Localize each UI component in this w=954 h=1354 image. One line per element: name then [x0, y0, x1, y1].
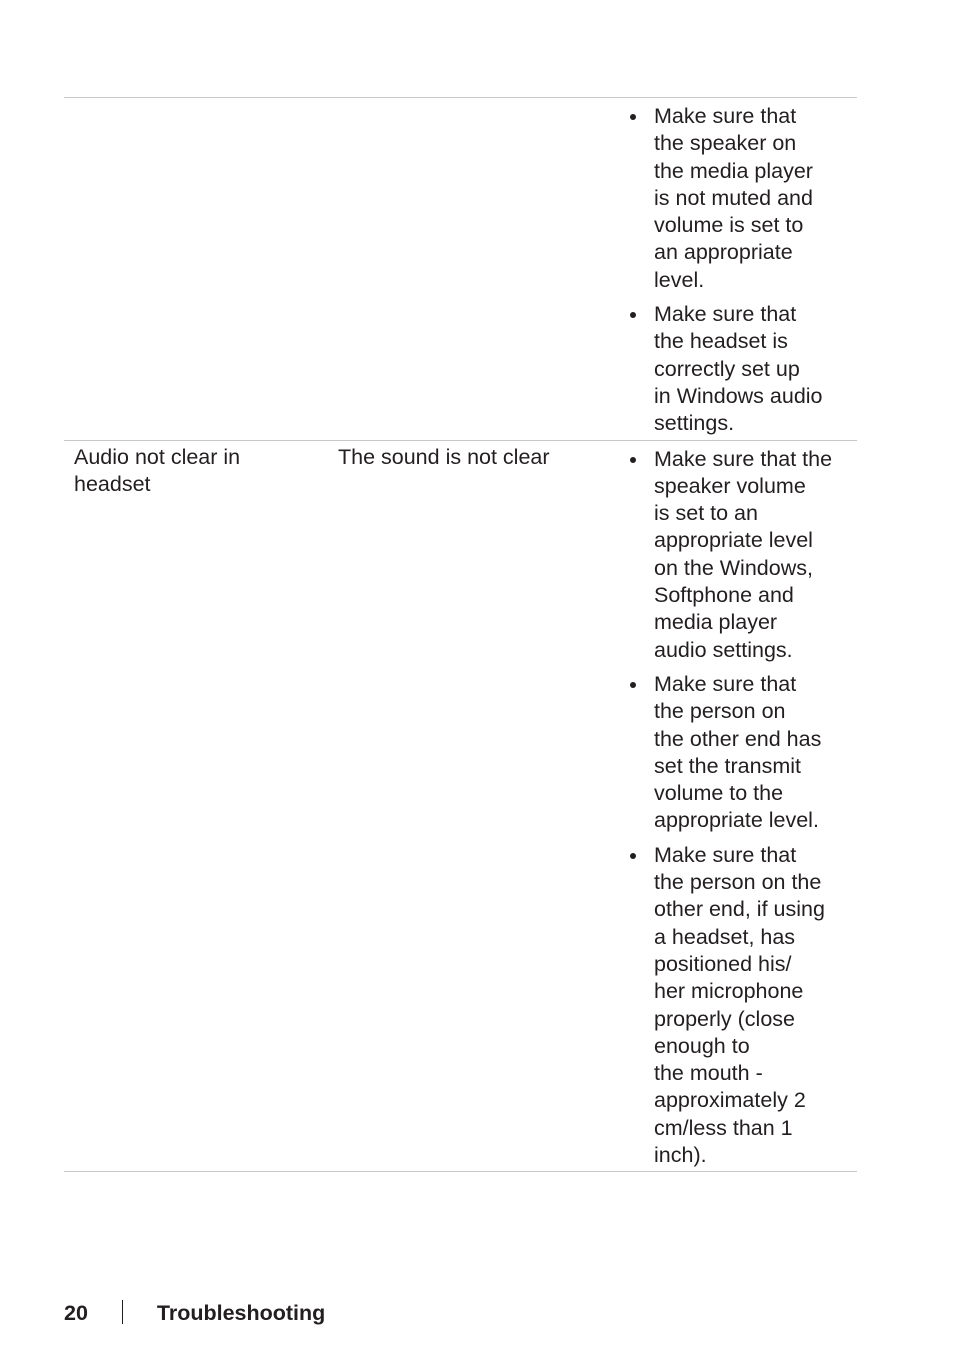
- footer-divider: [122, 1300, 123, 1324]
- problem-cell: [74, 98, 314, 101]
- solution-line: Make sure that: [654, 104, 797, 128]
- solutions-list: [626, 103, 857, 438]
- solution-line: Make sure that: [654, 302, 797, 327]
- solutions-list: [626, 446, 857, 1170]
- solution-line: inch).: [654, 1142, 707, 1167]
- solution-line: on the Windows,: [654, 555, 813, 580]
- solution-line: is not muted and: [654, 185, 813, 210]
- possible-causes-cell: [338, 441, 608, 471]
- solution-line: is set to an: [654, 501, 758, 526]
- list-item: [626, 671, 857, 835]
- table-row: [64, 440, 857, 1173]
- solution-line: appropriate level.: [654, 808, 819, 833]
- solution-line: her microphone: [654, 979, 804, 1004]
- section-title: Troubleshooting: [156, 1301, 326, 1325]
- solution-line: Make sure that: [654, 842, 797, 867]
- page-footer: [64, 1298, 325, 1328]
- bullet-icon: [630, 682, 636, 688]
- solution-line: positioned his/: [654, 951, 792, 976]
- solution-line: properly (close: [654, 1006, 795, 1031]
- list-item: [626, 301, 857, 437]
- solution-line: an appropriate: [654, 240, 793, 265]
- solution-line: Make sure that the: [654, 446, 833, 471]
- solution-line: the mouth -: [654, 1061, 763, 1086]
- solution-line: the person on the: [654, 870, 822, 895]
- bullet-icon: [630, 457, 636, 463]
- solution-line: enough to: [654, 1033, 750, 1058]
- table-row: [64, 97, 857, 440]
- solution-line: cm/less than 1: [654, 1115, 793, 1140]
- problem-text: headset: [74, 471, 151, 496]
- solution-line: the headset is: [654, 329, 788, 354]
- solution-line: media player: [654, 610, 778, 635]
- solution-line: other end, if using: [654, 897, 825, 922]
- solution-line: the other end has: [654, 726, 822, 751]
- problem-cell: [74, 441, 314, 499]
- list-item: [626, 842, 857, 1170]
- symptom-text: The sound is not clear: [338, 444, 550, 469]
- page-number: 20: [64, 1301, 88, 1325]
- solution-line: Make sure that: [654, 671, 797, 696]
- solution-line: correctly set up: [654, 356, 800, 381]
- solution-line: Softphone and: [654, 583, 794, 608]
- solution-line: the speaker on: [654, 131, 797, 156]
- solution-line: in Windows audio: [654, 383, 823, 408]
- problem-text: Audio not clear in: [74, 444, 241, 469]
- solutions-cell: [626, 98, 857, 440]
- solution-line: speaker volume: [654, 473, 806, 498]
- bullet-icon: [630, 312, 636, 318]
- solution-line: the media player: [654, 158, 813, 183]
- solutions-cell: [626, 441, 857, 1172]
- solution-line: volume to the: [654, 781, 784, 806]
- list-item: [626, 103, 857, 294]
- solution-line: settings.: [654, 411, 735, 436]
- solution-line: set the transmit: [654, 753, 801, 778]
- solution-line: level.: [654, 267, 705, 292]
- solution-line: a headset, has: [654, 924, 796, 949]
- solution-line: audio settings.: [654, 637, 793, 662]
- bullet-icon: [630, 114, 636, 120]
- solution-line: appropriate level: [654, 528, 813, 553]
- troubleshooting-table: [64, 97, 857, 1172]
- solution-line: the person on: [654, 699, 786, 724]
- solution-line: approximately 2: [654, 1088, 806, 1113]
- solution-line: volume is set to: [654, 213, 804, 238]
- list-item: [626, 446, 857, 664]
- bullet-icon: [630, 853, 636, 859]
- possible-causes-cell: [338, 98, 608, 101]
